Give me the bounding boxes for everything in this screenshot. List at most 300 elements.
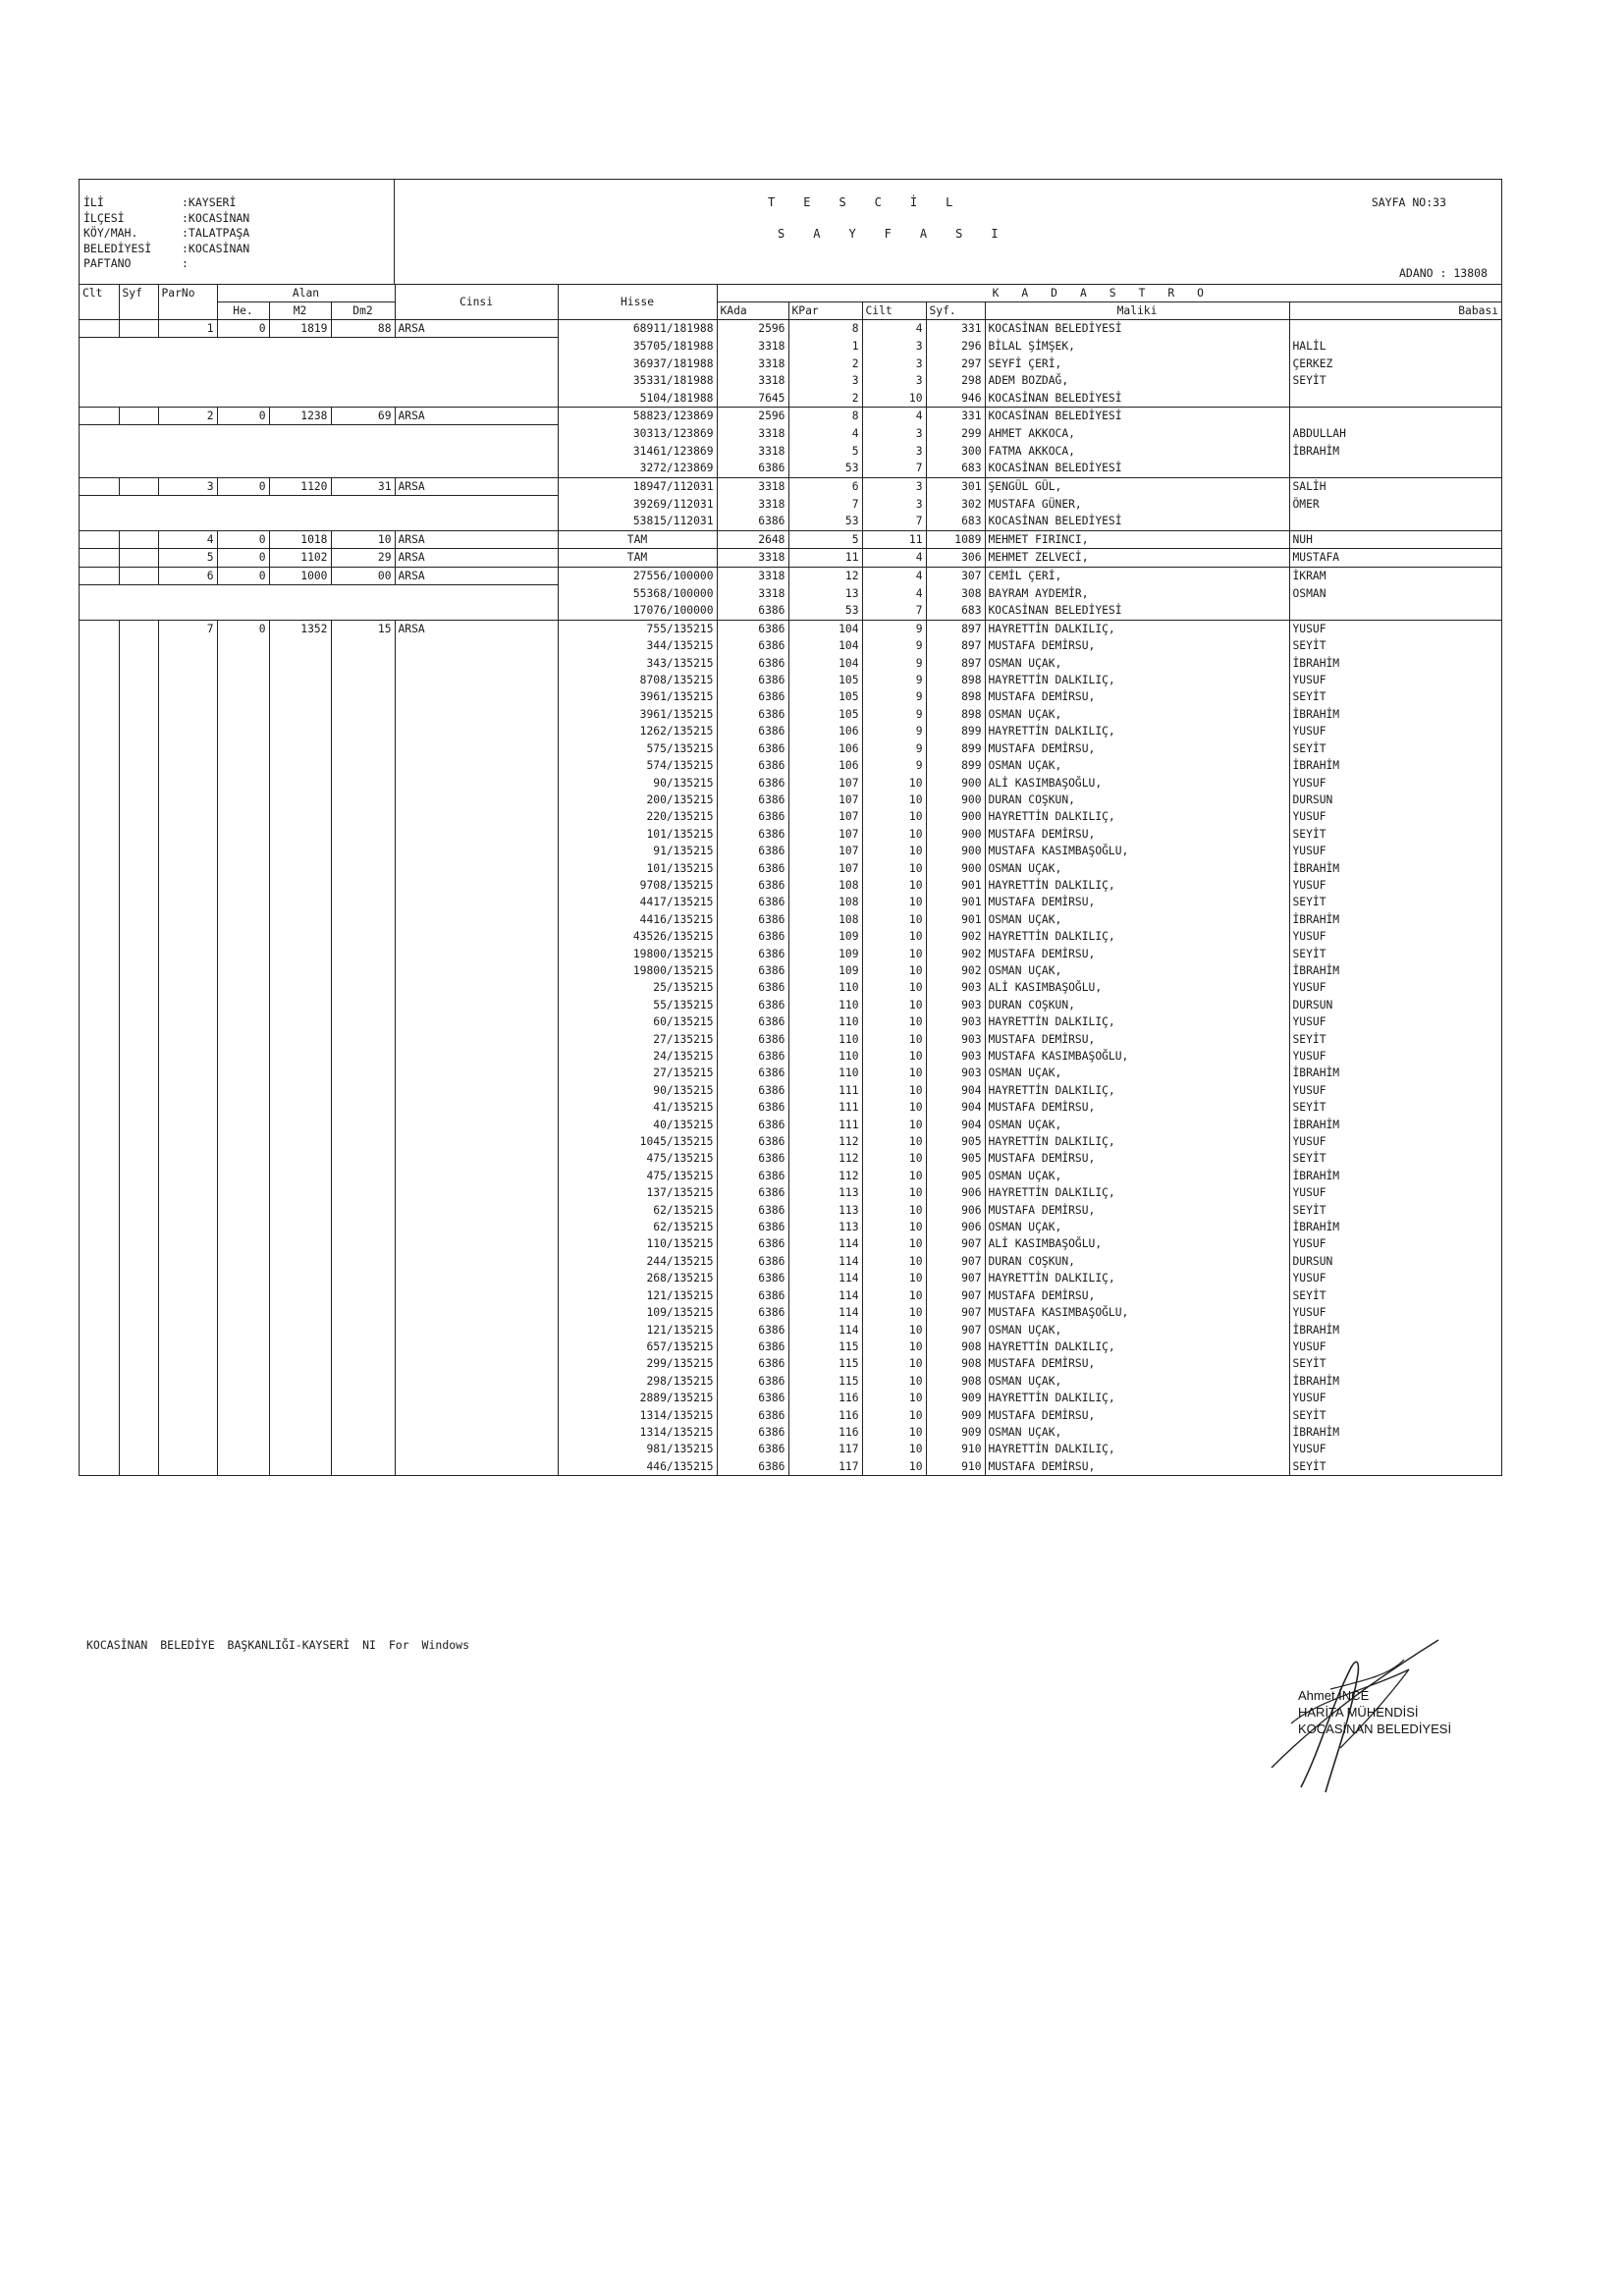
dm2-cell: 00 xyxy=(331,567,395,584)
maliki-cell: OSMAN UÇAK, xyxy=(985,655,1289,672)
cilt-cell: 10 xyxy=(862,1287,926,1304)
col-m2: M2 xyxy=(269,302,331,320)
spacer-cell xyxy=(80,338,558,355)
kada-cell: 6386 xyxy=(717,706,788,723)
hisse-cell: 244/135215 xyxy=(558,1253,717,1270)
kpar-cell: 108 xyxy=(788,877,862,894)
syf-cell: 909 xyxy=(926,1407,985,1424)
cinsi-cell: ARSA xyxy=(395,620,558,1475)
hisse-cell: 475/135215 xyxy=(558,1168,717,1184)
babasi-cell: YUSUF xyxy=(1292,1237,1326,1251)
hisse-cell: 60/135215 xyxy=(558,1013,717,1030)
col-alan: Alan xyxy=(217,285,395,302)
spacer-cell xyxy=(80,513,558,530)
maliki-cell: OSMAN UÇAK, xyxy=(985,1373,1289,1390)
hisse-cell: 220/135215 xyxy=(558,808,717,825)
hisse-cell: 90/135215 xyxy=(558,1082,717,1099)
cilt-cell: 10 xyxy=(862,1407,926,1424)
babasi-cell: İBRAHİM xyxy=(1292,1323,1340,1337)
col-syf: Syf xyxy=(119,285,158,320)
clt-cell xyxy=(80,530,119,548)
maliki-cell: OSMAN UÇAK, xyxy=(985,706,1289,723)
kada-cell: 6386 xyxy=(717,602,788,620)
maliki-cell: MUSTAFA GÜNER, xyxy=(985,496,1289,514)
cilt-cell: 10 xyxy=(862,979,926,996)
syf-cell: 296 xyxy=(926,338,985,355)
title-sayfasi: SAYFASI xyxy=(778,227,1027,241)
kada-cell: 6386 xyxy=(717,1339,788,1355)
maliki-cell: BİLAL ŞİMŞEK, xyxy=(985,338,1289,355)
syf-cell: 331 xyxy=(926,408,985,425)
maliki-cell: MUSTAFA DEMİRSU, xyxy=(985,1150,1289,1167)
maliki-cell: HAYRETTİN DALKILIÇ, xyxy=(985,1270,1289,1286)
syf-cell: 897 xyxy=(926,620,985,637)
maliki-cell: OSMAN UÇAK, xyxy=(985,1424,1289,1441)
spacer-cell xyxy=(80,585,558,603)
ada-number: ADANO : 13808 xyxy=(1398,266,1488,280)
cinsi-cell: ARSA xyxy=(395,477,558,495)
cilt-cell: 10 xyxy=(862,843,926,859)
table-row xyxy=(80,513,1501,530)
syf-cell: 308 xyxy=(926,585,985,603)
footer-text: KOCASİNAN BELEDİYE BAŞKANLIĞI-KAYSERİ NI For Windows xyxy=(86,1638,470,1652)
clt-cell xyxy=(80,477,119,495)
spacer-cell xyxy=(80,443,558,460)
location-field xyxy=(83,211,394,227)
cinsi-cell: ARSA xyxy=(395,320,558,338)
kada-cell: 6386 xyxy=(717,655,788,672)
col-maliki: Maliki xyxy=(985,302,1289,320)
maliki-cell: ŞENGÜL GÜL, xyxy=(985,477,1289,495)
hisse-cell: 101/135215 xyxy=(558,860,717,877)
kpar-cell: 8 xyxy=(788,320,862,338)
syf-cell: 904 xyxy=(926,1117,985,1133)
cilt-cell: 10 xyxy=(862,1031,926,1048)
hisse-cell: 1314/135215 xyxy=(558,1407,717,1424)
kada-cell: 3318 xyxy=(717,567,788,584)
maliki-cell: OSMAN UÇAK, xyxy=(985,860,1289,877)
hisse-cell: 344/135215 xyxy=(558,637,717,654)
cinsi-cell: ARSA xyxy=(395,530,558,548)
babasi-cell: SALİH xyxy=(1289,477,1501,495)
hisse-cell: 27/135215 xyxy=(558,1031,717,1048)
he-cell: 0 xyxy=(217,320,269,338)
hisse-cell: 475/135215 xyxy=(558,1150,717,1167)
babasi-cell: SEYİT xyxy=(1292,690,1326,704)
babasi-cell: SEYİT xyxy=(1292,1032,1326,1046)
maliki-cell: ALİ KASIMBAŞOĞLU, xyxy=(985,1235,1289,1252)
syf-cell: 946 xyxy=(926,390,985,408)
syf-cell: 904 xyxy=(926,1082,985,1099)
maliki-cell: MUSTAFA DEMİRSU, xyxy=(985,946,1289,962)
table-row xyxy=(80,372,1501,389)
cilt-cell: 10 xyxy=(862,1168,926,1184)
babasi-cell: YUSUF xyxy=(1292,674,1326,687)
kpar-cell: 106 xyxy=(788,757,862,774)
hisse-cell: 3961/135215 xyxy=(558,706,717,723)
kada-cell: 3318 xyxy=(717,355,788,372)
cilt-cell: 7 xyxy=(862,460,926,477)
field-value: :TALATPAŞA xyxy=(182,226,250,241)
syf-cell: 897 xyxy=(926,637,985,654)
cilt-cell: 10 xyxy=(862,1117,926,1133)
kpar-cell: 5 xyxy=(788,530,862,548)
maliki-cell: MUSTAFA DEMİRSU, xyxy=(985,688,1289,705)
maliki-cell: OSMAN UÇAK, xyxy=(985,911,1289,928)
hisse-cell: 62/135215 xyxy=(558,1219,717,1235)
kada-cell: 6386 xyxy=(717,1082,788,1099)
kada-cell: 6386 xyxy=(717,757,788,774)
cilt-cell: 10 xyxy=(862,1133,926,1150)
m2-cell: 1018 xyxy=(269,530,331,548)
cilt-cell: 11 xyxy=(862,530,926,548)
kpar-cell: 104 xyxy=(788,637,862,654)
maliki-cell: FATMA AKKOCA, xyxy=(985,443,1289,460)
syf-cell: 899 xyxy=(926,757,985,774)
kada-cell: 6386 xyxy=(717,1304,788,1321)
syf-cell: 908 xyxy=(926,1355,985,1372)
hisse-cell: 55/135215 xyxy=(558,997,717,1013)
syf-cell: 901 xyxy=(926,894,985,910)
babasi-cell: YUSUF xyxy=(1292,1443,1326,1456)
kada-cell: 6386 xyxy=(717,1441,788,1457)
kpar-cell: 114 xyxy=(788,1322,862,1339)
col-babasi: Babası xyxy=(1289,302,1501,320)
hisse-cell: 110/135215 xyxy=(558,1235,717,1252)
kada-cell: 6386 xyxy=(717,1184,788,1201)
field-label: İLİ xyxy=(83,195,104,209)
clt-cell xyxy=(80,320,119,338)
syf-cell: 299 xyxy=(926,425,985,443)
kada-cell: 6386 xyxy=(717,1202,788,1219)
hisse-cell: 35331/181988 xyxy=(558,372,717,389)
maliki-cell: MUSTAFA DEMİRSU, xyxy=(985,1407,1289,1424)
table-row xyxy=(80,460,1501,477)
hisse-cell: 4416/135215 xyxy=(558,911,717,928)
m2-cell: 1238 xyxy=(269,408,331,425)
syf-cell: 297 xyxy=(926,355,985,372)
cilt-cell: 10 xyxy=(862,1441,926,1457)
syf-cell: 899 xyxy=(926,740,985,757)
field-value: : xyxy=(182,256,189,271)
babasi-cell: YUSUF xyxy=(1292,845,1326,858)
kada-cell: 6386 xyxy=(717,1219,788,1235)
maliki-cell: HAYRETTİN DALKILIÇ, xyxy=(985,1339,1289,1355)
syf-cell xyxy=(119,320,158,338)
cilt-cell: 10 xyxy=(862,911,926,928)
babasi-cell xyxy=(1289,408,1501,425)
kada-cell: 6386 xyxy=(717,1099,788,1116)
syf-cell: 907 xyxy=(926,1304,985,1321)
syf-cell: 898 xyxy=(926,706,985,723)
babasi-cell: İBRAHİM xyxy=(1292,963,1340,977)
maliki-cell: DURAN COŞKUN, xyxy=(985,997,1289,1013)
syf-cell: 908 xyxy=(926,1339,985,1355)
cilt-cell: 9 xyxy=(862,740,926,757)
spacer-cell xyxy=(80,496,558,514)
cinsi-cell: ARSA xyxy=(395,549,558,567)
table-row xyxy=(80,338,1501,355)
babasi-cell: SEYİT xyxy=(1292,1459,1326,1473)
stamp-office: KOCASİNAN BELEDİYESİ xyxy=(1298,1722,1452,1736)
maliki-cell: HAYRETTİN DALKILIÇ, xyxy=(985,928,1289,945)
cilt-cell: 9 xyxy=(862,706,926,723)
syf-cell: 903 xyxy=(926,1031,985,1048)
cilt-cell: 10 xyxy=(862,792,926,808)
kpar-cell: 113 xyxy=(788,1219,862,1235)
kada-cell: 2648 xyxy=(717,530,788,548)
col-parno: ParNo xyxy=(158,285,217,320)
babasi-cell: YUSUF xyxy=(1292,1186,1326,1200)
syf-cell: 907 xyxy=(926,1235,985,1252)
babasi-cell: İBRAHİM xyxy=(1292,1118,1340,1131)
maliki-cell: HAYRETTİN DALKILIÇ, xyxy=(985,877,1289,894)
babasi-cell: YUSUF xyxy=(1292,725,1326,738)
cilt-cell: 10 xyxy=(862,1390,926,1406)
table-row xyxy=(80,496,1501,514)
kpar-cell: 108 xyxy=(788,911,862,928)
syf-cell: 900 xyxy=(926,808,985,825)
babasi-cell: HALİL xyxy=(1292,340,1326,354)
kpar-cell: 53 xyxy=(788,602,862,620)
kpar-cell: 112 xyxy=(788,1133,862,1150)
babasi-cell: SEYİT xyxy=(1292,1152,1326,1166)
hisse-cell: 31461/123869 xyxy=(558,443,717,460)
hisse-cell: 18947/112031 xyxy=(558,477,717,495)
kada-cell: 6386 xyxy=(717,1065,788,1081)
maliki-cell: MUSTAFA DEMİRSU, xyxy=(985,1355,1289,1372)
col-clt: Clt xyxy=(80,285,119,320)
babasi-cell xyxy=(1289,320,1501,338)
spacer-cell xyxy=(80,460,558,477)
maliki-cell: OSMAN UÇAK, xyxy=(985,1219,1289,1235)
babasi-cell: ÇERKEZ xyxy=(1292,356,1333,370)
cilt-cell: 10 xyxy=(862,997,926,1013)
cilt-cell: 3 xyxy=(862,355,926,372)
babasi-cell: SEYİT xyxy=(1292,1288,1326,1302)
table-row xyxy=(80,567,1501,584)
hisse-cell: 53815/112031 xyxy=(558,513,717,530)
kpar-cell: 110 xyxy=(788,1065,862,1081)
m2-cell: 1819 xyxy=(269,320,331,338)
syf-cell xyxy=(119,530,158,548)
cilt-cell: 3 xyxy=(862,425,926,443)
syf-cell: 898 xyxy=(926,672,985,688)
cilt-cell: 9 xyxy=(862,757,926,774)
maliki-cell: BAYRAM AYDEMİR, xyxy=(985,585,1289,603)
syf-cell: 900 xyxy=(926,775,985,792)
table-row xyxy=(80,549,1501,567)
kada-cell: 6386 xyxy=(717,877,788,894)
syf-cell: 302 xyxy=(926,496,985,514)
kpar-cell: 107 xyxy=(788,843,862,859)
kada-cell: 6386 xyxy=(717,1031,788,1048)
clt-cell xyxy=(80,408,119,425)
cilt-cell: 9 xyxy=(862,672,926,688)
syf-cell: 898 xyxy=(926,688,985,705)
col-kada: KAda xyxy=(717,302,788,320)
syf-cell xyxy=(119,477,158,495)
cilt-cell: 10 xyxy=(862,1339,926,1355)
cilt-cell: 10 xyxy=(862,1373,926,1390)
babasi-cell: YUSUF xyxy=(1292,776,1326,790)
kpar-cell: 106 xyxy=(788,723,862,739)
syf-cell: 897 xyxy=(926,655,985,672)
syf-cell: 900 xyxy=(926,792,985,808)
kada-cell: 6386 xyxy=(717,1150,788,1167)
syf-cell: 301 xyxy=(926,477,985,495)
syf-cell: 899 xyxy=(926,723,985,739)
kada-cell: 6386 xyxy=(717,1322,788,1339)
syf-cell: 909 xyxy=(926,1390,985,1406)
kpar-cell: 106 xyxy=(788,740,862,757)
hisse-cell: 30313/123869 xyxy=(558,425,717,443)
syf-cell: 903 xyxy=(926,997,985,1013)
field-value: :KOCASİNAN xyxy=(182,210,250,225)
babasi-cell: SEYİT xyxy=(1292,827,1326,841)
kpar-cell: 111 xyxy=(788,1099,862,1116)
cilt-cell: 10 xyxy=(862,1322,926,1339)
hisse-cell: 27/135215 xyxy=(558,1065,717,1081)
babasi-cell: YUSUF xyxy=(1292,1083,1326,1097)
kada-cell: 3318 xyxy=(717,372,788,389)
table-row xyxy=(80,425,1501,443)
kpar-cell: 114 xyxy=(788,1235,862,1252)
kada-cell: 6386 xyxy=(717,997,788,1013)
maliki-cell: AHMET AKKOCA, xyxy=(985,425,1289,443)
hisse-cell: 574/135215 xyxy=(558,757,717,774)
babasi-cell: İBRAHİM xyxy=(1292,1221,1340,1234)
kada-cell: 6386 xyxy=(717,911,788,928)
hisse-cell: 1045/135215 xyxy=(558,1133,717,1150)
cilt-cell: 10 xyxy=(862,1424,926,1441)
table-row xyxy=(80,390,1501,408)
babasi-cell: YUSUF xyxy=(1292,1272,1326,1285)
syf-cell: 901 xyxy=(926,911,985,928)
babasi-cell: MUSTAFA xyxy=(1289,549,1501,567)
cilt-cell: 3 xyxy=(862,372,926,389)
table-row xyxy=(80,585,1501,603)
kada-cell: 2596 xyxy=(717,320,788,338)
kpar-cell: 112 xyxy=(788,1168,862,1184)
kpar-cell: 114 xyxy=(788,1287,862,1304)
field-label: BELEDİYESİ xyxy=(83,241,152,255)
syf-cell: 906 xyxy=(926,1202,985,1219)
maliki-cell: ALİ KASIMBAŞOĞLU, xyxy=(985,775,1289,792)
cilt-cell: 10 xyxy=(862,860,926,877)
kada-cell: 6386 xyxy=(717,672,788,688)
kada-cell: 6386 xyxy=(717,1133,788,1150)
kpar-cell: 2 xyxy=(788,390,862,408)
kpar-cell: 107 xyxy=(788,808,862,825)
cilt-cell: 10 xyxy=(862,1458,926,1475)
maliki-cell: DURAN COŞKUN, xyxy=(985,792,1289,808)
kada-cell: 6386 xyxy=(717,1424,788,1441)
hisse-cell: 3272/123869 xyxy=(558,460,717,477)
babasi-cell: YUSUF xyxy=(1292,810,1326,824)
stamp-title: HARİTA MÜHENDİSİ xyxy=(1298,1705,1419,1720)
kpar-cell: 114 xyxy=(788,1253,862,1270)
hisse-cell: 1314/135215 xyxy=(558,1424,717,1441)
syf-cell: 906 xyxy=(926,1219,985,1235)
maliki-cell: MUSTAFA DEMİRSU, xyxy=(985,826,1289,843)
cilt-cell: 9 xyxy=(862,637,926,654)
hisse-cell: 24/135215 xyxy=(558,1048,717,1065)
dm2-cell: 29 xyxy=(331,549,395,567)
maliki-cell: HAYRETTİN DALKILIÇ, xyxy=(985,1133,1289,1150)
kada-cell: 6386 xyxy=(717,1407,788,1424)
kada-cell: 3318 xyxy=(717,549,788,567)
cilt-cell: 10 xyxy=(862,1184,926,1201)
syf-cell xyxy=(119,408,158,425)
dm2-cell: 31 xyxy=(331,477,395,495)
babasi-cell: SEYİT xyxy=(1292,741,1326,755)
syf-cell: 683 xyxy=(926,460,985,477)
syf-cell: 905 xyxy=(926,1150,985,1167)
syf-cell: 904 xyxy=(926,1099,985,1116)
syf-cell: 900 xyxy=(926,860,985,877)
hisse-cell: 3961/135215 xyxy=(558,688,717,705)
hisse-cell: 1262/135215 xyxy=(558,723,717,739)
kpar-cell: 110 xyxy=(788,1048,862,1065)
kada-cell: 6386 xyxy=(717,1458,788,1475)
hisse-cell: 343/135215 xyxy=(558,655,717,672)
maliki-cell: HAYRETTİN DALKILIÇ, xyxy=(985,1441,1289,1457)
kpar-cell: 13 xyxy=(788,585,862,603)
location-field xyxy=(83,226,394,242)
kpar-cell: 117 xyxy=(788,1458,862,1475)
hisse-cell: 27556/100000 xyxy=(558,567,717,584)
babasi-cell: İBRAHİM xyxy=(1292,1066,1340,1080)
maliki-cell: HAYRETTİN DALKILIÇ, xyxy=(985,620,1289,637)
cilt-cell: 9 xyxy=(862,688,926,705)
maliki-cell: OSMAN UÇAK, xyxy=(985,1168,1289,1184)
hisse-cell: 299/135215 xyxy=(558,1355,717,1372)
table-row xyxy=(80,320,1501,338)
cilt-cell: 4 xyxy=(862,320,926,338)
hisse-cell: 5104/181988 xyxy=(558,390,717,408)
cilt-cell: 9 xyxy=(862,655,926,672)
cilt-cell: 10 xyxy=(862,1099,926,1116)
cinsi-cell: ARSA xyxy=(395,408,558,425)
col-cilt: Cilt xyxy=(862,302,926,320)
kada-cell: 3318 xyxy=(717,496,788,514)
kpar-cell: 109 xyxy=(788,946,862,962)
kada-cell: 6386 xyxy=(717,860,788,877)
maliki-cell: OSMAN UÇAK, xyxy=(985,757,1289,774)
cilt-cell: 10 xyxy=(862,1150,926,1167)
babasi-cell xyxy=(1289,602,1501,620)
table-row xyxy=(80,530,1501,548)
field-label: KÖY/MAH. xyxy=(83,226,138,241)
kpar-cell: 108 xyxy=(788,894,862,910)
babasi-cell: İBRAHİM xyxy=(1292,444,1340,458)
syf-cell: 910 xyxy=(926,1441,985,1457)
maliki-cell: MUSTAFA DEMİRSU, xyxy=(985,894,1289,910)
maliki-cell: KOCASİNAN BELEDİYESİ xyxy=(985,390,1289,408)
clt-cell xyxy=(80,620,119,1475)
maliki-cell: KOCASİNAN BELEDİYESİ xyxy=(985,320,1289,338)
cilt-cell: 10 xyxy=(862,1235,926,1252)
maliki-cell: MUSTAFA DEMİRSU, xyxy=(985,1202,1289,1219)
kpar-cell: 110 xyxy=(788,1013,862,1030)
babasi-cell: SEYİT xyxy=(1292,1101,1326,1115)
he-cell: 0 xyxy=(217,567,269,584)
kada-cell: 7645 xyxy=(717,390,788,408)
kada-cell: 6386 xyxy=(717,928,788,945)
babasi-cell: İBRAHİM xyxy=(1292,1374,1340,1388)
cilt-cell: 10 xyxy=(862,1013,926,1030)
